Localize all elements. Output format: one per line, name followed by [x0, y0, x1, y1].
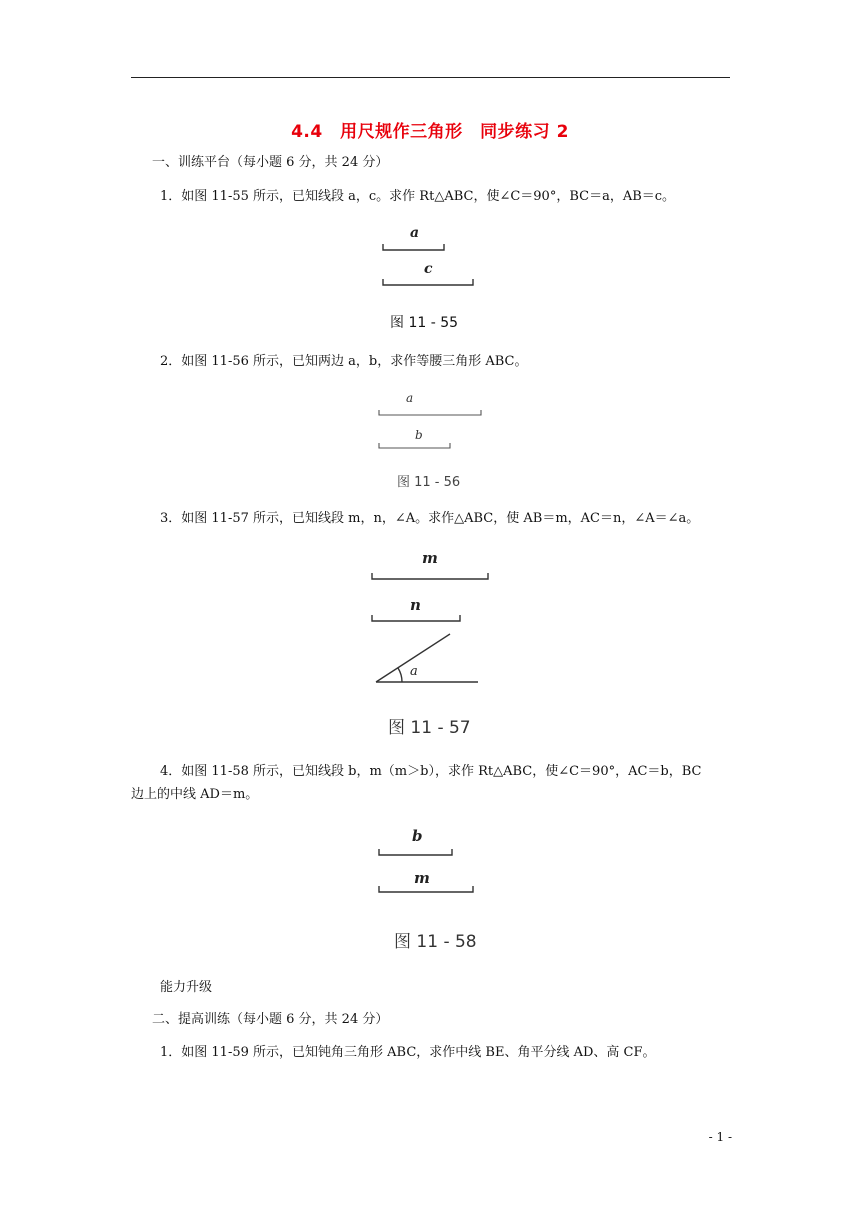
- label-n: n: [410, 596, 421, 614]
- figure-11-56: [370, 388, 490, 460]
- label-m: m: [414, 869, 430, 887]
- header-rule: [131, 77, 730, 78]
- segment-a: [379, 410, 481, 415]
- label-alpha: a: [410, 664, 418, 679]
- label-a: a: [406, 391, 414, 405]
- caption-11-58: 图 11 - 58: [394, 932, 477, 952]
- section1-heading: 一、训练平台（每小题 6 分，共 24 分）: [152, 155, 389, 170]
- label-m: m: [422, 549, 438, 567]
- question-4-text-line2: 边上的中线 AD＝m。: [131, 787, 259, 802]
- label-a: a: [410, 225, 420, 241]
- page-title: 4.4 用尺规作三角形 同步练习 2: [291, 122, 569, 142]
- ability-heading: 能力升级: [160, 980, 213, 995]
- segment-a: [383, 244, 444, 250]
- figure-11-55: [370, 222, 480, 294]
- caption-11-57: 图 11 - 57: [388, 718, 471, 738]
- segment-n: [372, 615, 460, 621]
- segment-b: [379, 443, 450, 448]
- question-2-text: 2．如图 11-56 所示，已知两边 a，b，求作等腰三角形 ABC。: [160, 354, 528, 369]
- segment-c: [383, 279, 473, 285]
- label-b: b: [415, 428, 423, 442]
- caption-11-56: 图 11 - 56: [397, 475, 461, 490]
- figure-11-57: [360, 545, 490, 690]
- question-1-text: 1．如图 11-55 所示，已知线段 a，c。求作 Rt△ABC，使∠C＝90°，BC＝a，AB＝c。: [160, 189, 676, 204]
- caption-11-55: 图 11 - 55: [390, 315, 459, 331]
- label-c: c: [424, 261, 433, 277]
- label-b: b: [412, 827, 423, 845]
- section2-heading: 二、提高训练（每小题 6 分，共 24 分）: [152, 1012, 389, 1027]
- segment-m: [372, 573, 488, 579]
- angle-arc: [398, 668, 402, 682]
- segment-b: [379, 849, 452, 855]
- figure-11-58: [370, 822, 482, 902]
- section2-question-1-text: 1．如图 11-59 所示，已知钝角三角形 ABC，求作中线 BE、角平分线 AD、高 CF。: [160, 1045, 656, 1060]
- page-number: - 1 -: [708, 1130, 732, 1144]
- question-4-text-line1: 4．如图 11-58 所示，已知线段 b，m（m＞b），求作 Rt△ABC，使∠C＝90°，AC＝b，BC: [160, 764, 702, 779]
- question-3-text: 3．如图 11-57 所示，已知线段 m，n，∠A。求作△ABC，使 AB＝m，AC＝n，∠A＝∠a。: [160, 511, 700, 526]
